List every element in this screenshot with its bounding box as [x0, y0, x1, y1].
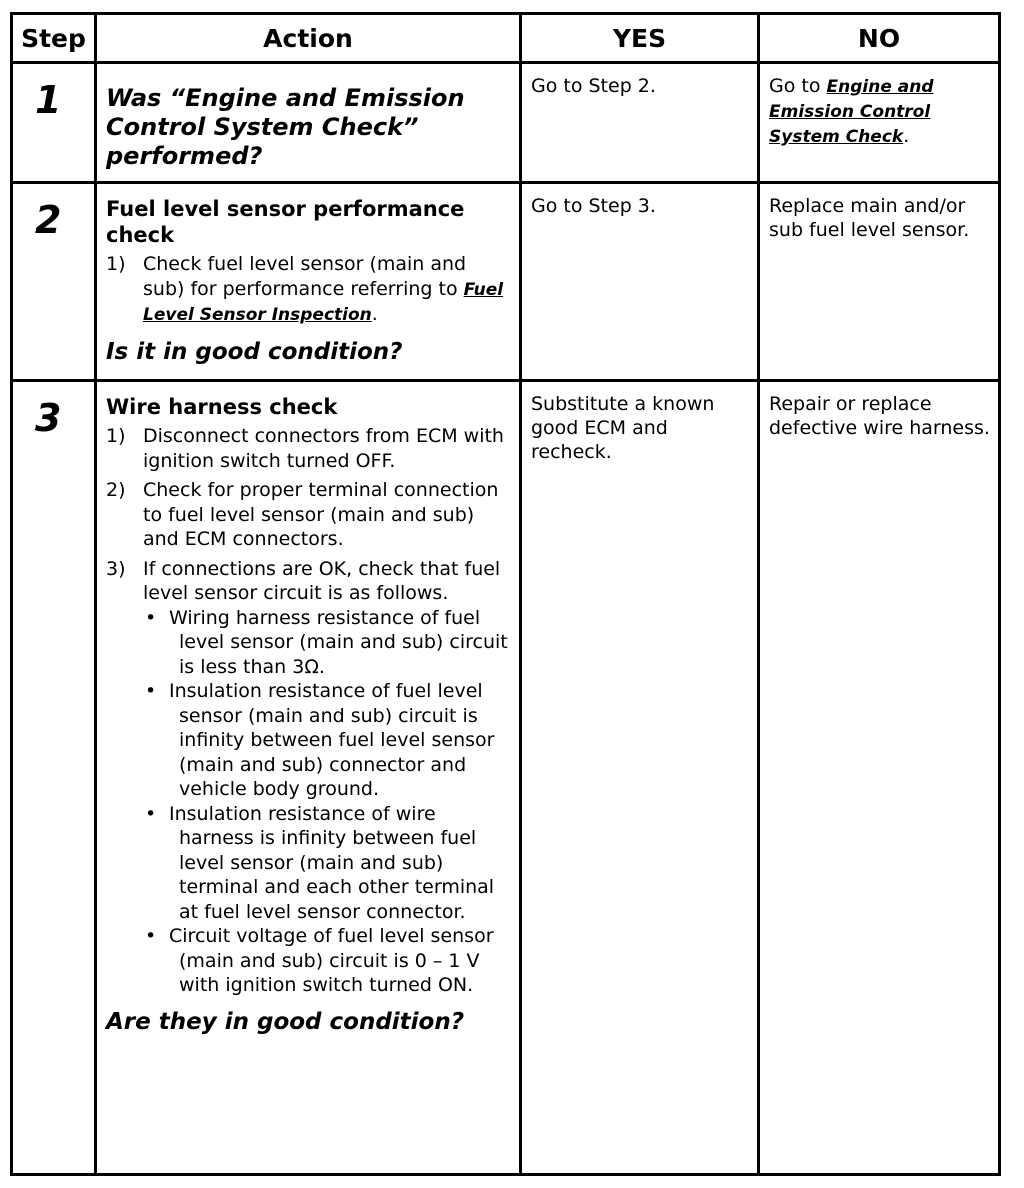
- action-cell: [96, 381, 521, 1175]
- yes-cell: Substitute a known good ECM and recheck.: [521, 381, 759, 1175]
- action-title: Fuel level sensor performance check: [106, 197, 465, 247]
- item-number: 2): [106, 479, 126, 501]
- bullet-icon: •: [145, 802, 157, 825]
- list-item: [106, 424, 511, 473]
- item-text: If connections are OK, check that fuel level sensor circuit is as follows.: [143, 557, 501, 604]
- header-row: [12, 14, 1000, 63]
- step-number: 1: [12, 63, 96, 183]
- bullet-text: Insulation resistance of wire harness is infinity between fuel level sensor (main and sub) terminal and each other terminal at fuel level sensor connector.: [169, 802, 495, 923]
- action-title: Wire harness check: [106, 395, 338, 419]
- item-text: Check fuel level sensor (main and sub) for performance referring to: [143, 253, 467, 300]
- bullet-icon: •: [145, 925, 157, 947]
- step-number: 3: [12, 381, 96, 1175]
- action-question: Are they in good condition?: [106, 1008, 465, 1035]
- table-row-step-3: [12, 381, 1000, 1175]
- bullet-icon: •: [145, 680, 157, 702]
- bullet-text: Wiring harness resistance of fuel level sensor (main and sub) circuit is less than 3Ω.: [169, 606, 508, 678]
- bullet-icon: •: [145, 606, 157, 629]
- diagnostic-table: [10, 12, 1001, 1176]
- header-no: NO: [759, 14, 1000, 63]
- header-yes: YES: [521, 14, 759, 63]
- step-number: 2: [12, 183, 96, 381]
- bullet-item: [143, 679, 511, 802]
- engine-emission-check-link[interactable]: Engine and Emission Control System Check: [769, 77, 934, 147]
- list-item: [106, 557, 511, 998]
- item-text: Disconnect connectors from ECM with ignition switch turned OFF.: [143, 425, 504, 472]
- list-item: [106, 478, 511, 552]
- no-cell: Replace main and/or sub fuel level sensor.: [759, 183, 1000, 381]
- bullet-item: [143, 606, 511, 680]
- item-suffix: .: [371, 303, 378, 325]
- bullet-item: [143, 802, 511, 925]
- no-cell: Repair or replace defective wire harness.: [759, 381, 1000, 1175]
- condition-bullets: [143, 606, 511, 998]
- action-cell: [96, 63, 521, 183]
- no-cell: [759, 63, 1000, 183]
- item-number: 1): [106, 253, 126, 275]
- bullet-text: Circuit voltage of fuel level sensor (main and sub) circuit is 0 – 1 V with ignition switch turned ON.: [169, 925, 494, 996]
- item-number: 1): [106, 425, 126, 447]
- table-row-step-2: [12, 183, 1000, 381]
- action-steps: [106, 252, 511, 328]
- item-text: Check for proper terminal connection to fuel level sensor (main and sub) and ECM connectors.: [143, 479, 499, 550]
- fuel-level-sensor-inspection-link[interactable]: Fuel Level Sensor Inspection: [143, 279, 504, 325]
- no-suffix: .: [903, 125, 910, 147]
- header-action: Action: [96, 14, 521, 63]
- bullet-text: Insulation resistance of fuel level sensor (main and sub) circuit is infinity between fuel level sensor (main and sub) connector and vehicle body ground.: [169, 680, 495, 800]
- action-cell: [96, 183, 521, 381]
- no-prefix: Go to: [769, 75, 827, 97]
- header-step: Step: [12, 14, 96, 63]
- list-item: [106, 252, 511, 328]
- table-row-step-1: [12, 63, 1000, 183]
- yes-cell: Go to Step 2.: [521, 63, 759, 183]
- action-question: Was “Engine and Emission Control System Check” performed?: [106, 84, 465, 170]
- action-question: Is it in good condition?: [106, 338, 403, 365]
- item-number: 3): [106, 557, 126, 580]
- bullet-item: [143, 924, 511, 998]
- action-steps: [106, 424, 511, 998]
- yes-cell: Go to Step 3.: [521, 183, 759, 381]
